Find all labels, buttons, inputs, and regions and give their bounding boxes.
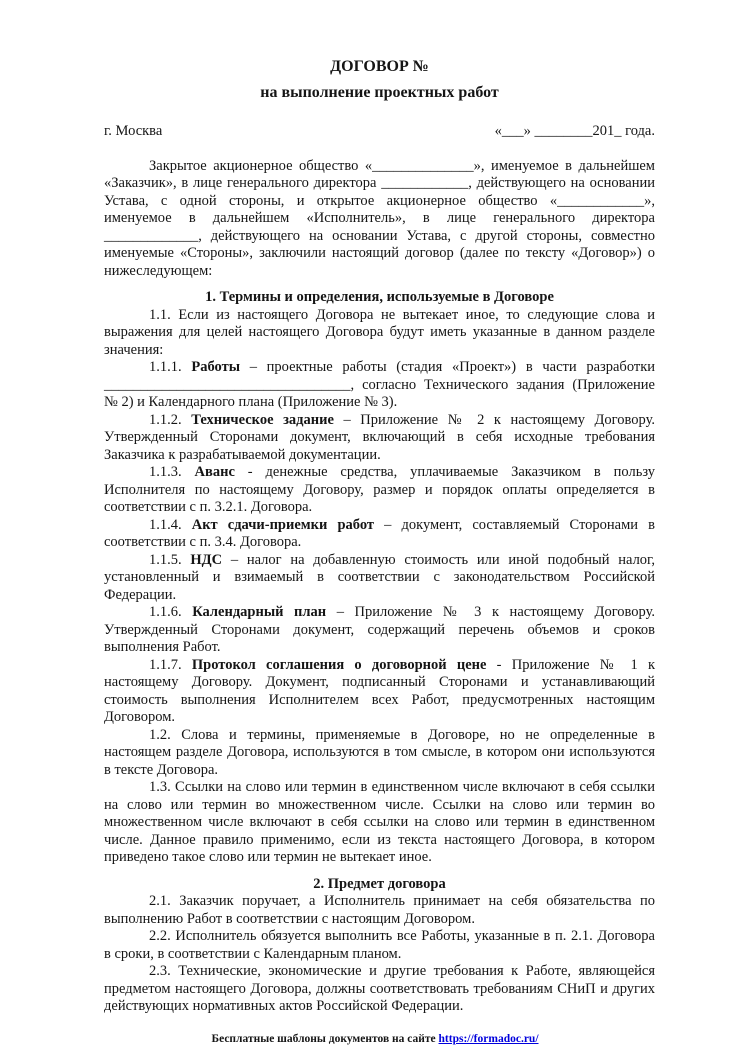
paragraph: 2.1. Заказчик поручает, а Исполнитель принимает на себя обязательства по выполнению Работ в соответствии с настоящим Договором. (104, 893, 655, 927)
section-heading: 2. Предмет договора (313, 875, 446, 892)
paragraph: 1.1. Если из настоящего Договора не вытекает иное, то следующие слова и выражения для целей настоящего Договора будут иметь указанные в данном разделе значения: (104, 306, 655, 358)
document-title (104, 54, 655, 106)
title-line-subject: на выполнение проектных работ (260, 84, 499, 101)
paragraph: 1.1.7. Протокол соглашения о договорной цене - Приложение № 1 к настоящему Договору. Документ, подписанный Сторонами и устанавливающий стоимость выполнения Исполнителем всех Работ, предусмотренных настоящим Договором. (104, 656, 655, 725)
footer-link[interactable]: https://formadoc.ru/ (438, 1033, 539, 1045)
paragraph: 1.1.3. Аванс - денежные средства, уплачиваемые Заказчиком в пользу Исполнителя по настоящему Договору, размер и порядок оплаты определяется в соответствии с п. 3.2.1. Договора. (104, 464, 655, 515)
paragraph: 1.2. Слова и термины, применяемые в Договоре, но не определенные в настоящем разделе Договора, используются в том смысле, в котором они используются в тексте Договора. (104, 726, 655, 778)
paragraph: 2.3. Технические, экономические и другие требования к Работе, являющейся предметом настоящего Договора, должны соответствовать требованиям СНиП и других действующих нормативных актов Российской Федерации. (104, 963, 655, 1014)
dateline-date-blank: «___» ________201_ года. (494, 123, 655, 139)
paragraph: 1.1.6. Календарный план – Приложение № 3 к настоящему Договору. Утвержденный Сторонами документ, содержащий перечень объемов и сроков выполнения Работ. (104, 604, 656, 655)
paragraph: 2.2. Исполнитель обязуется выполнить все Работы, указанные в п. 2.1. Договора в сроки, в соответствии с Календарным планом. (104, 928, 655, 962)
dateline (104, 123, 655, 141)
paragraph: Закрытое акционерное общество «______________», именуемое в дальнейшем «Заказчик», в лице генерального директора ____________, действующего на основании Устава, с одной стороны, и открытое акционерное общество «____________», именуемое в дальнейшем «Исполнитель», в лице генерального директора _____________, действующего на основании Устава, с другой стороны, совместно именуемые «Стороны», заключили настоящий договор (далее по тексту «Договор») о нижеследующем: (104, 157, 655, 279)
paragraph: 1.1.5. НДС – налог на добавленную стоимость или иной подобный налог, установленный и взимаемый в соответствии с законодательством Российской Федерации. (104, 551, 655, 603)
title-line-number: ДОГОВОР № (330, 58, 429, 75)
paragraph: 1.1.4. Акт сдачи-приемки работ – документ, составляемый Сторонами в соответствии с п. 3.4. Договора. (104, 516, 655, 550)
section-heading: 1. Термины и определения, используемые в Договоре (205, 289, 554, 305)
paragraph: 1.3. Ссылки на слово или термин в единственном числе включают в себя ссылки на слово или термин во множественном числе. Ссылки на слово или термин во множественном числе включают в себя ссылки на слово или термин в единственном числе. Данное правило применимо, если из текста настоящего Договора, в котором приведено такое слово или термин не вытекает иное. (104, 779, 655, 865)
footer (0, 1032, 750, 1046)
dateline-city: г. Москва (104, 123, 163, 139)
document-blocks (104, 158, 655, 1016)
paragraph: 1.1.1. Работы – проектные работы (стадия «Проект») в части разработки __________________________________, согласно Технического задания (Приложение № 2) и Календарного плана (Приложение № 3). (104, 359, 656, 410)
paragraph: 1.1.2. Техническое задание – Приложение № 2 к настоящему Договору. Утвержденный Сторонами документ, включающий в себя исходные требования Заказчика к разрабатываемой документации. (104, 411, 655, 463)
footer-text: Бесплатные шаблоны документов на сайте (211, 1033, 439, 1045)
